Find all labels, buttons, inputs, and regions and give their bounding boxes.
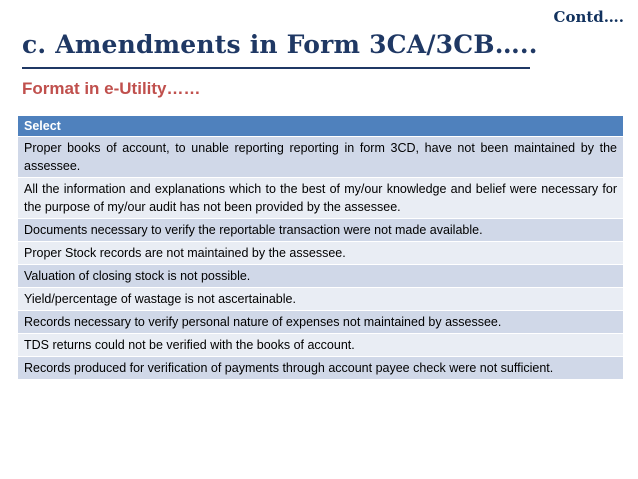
slide-subtitle: Format in e-Utility…… [22, 79, 201, 98]
table-cell: Documents necessary to verify the reportable transaction were not made available. [18, 219, 624, 242]
table-cell: Proper Stock records are not maintained by the assessee. [18, 242, 624, 265]
table-cell: Proper books of account, to unable reporting reporting in form 3CD, have not been maintained by the assessee. [18, 137, 624, 178]
table-row [18, 219, 624, 242]
table-cell: Records produced for verification of payments through account payee check were not sufficient. [18, 357, 624, 380]
table-cell: Yield/percentage of wastage is not ascertainable. [18, 288, 624, 311]
table-header-select: Select [18, 116, 624, 137]
table-row [18, 334, 624, 357]
table-row [18, 357, 624, 380]
table-cell: All the information and explanations which to the best of my/our knowledge and belief were necessary for the purpose of my/our audit has not been provided by the assessee. [18, 178, 624, 219]
reasons-table [17, 115, 624, 380]
table-row [18, 242, 624, 265]
continued-label: Contd…. [553, 8, 624, 26]
table-row [18, 137, 624, 178]
slide-title: c. Amendments in Form 3CA/3CB….. [22, 30, 538, 59]
table-header-row [18, 116, 624, 137]
table-cell: TDS returns could not be verified with the books of account. [18, 334, 624, 357]
table-row [18, 178, 624, 219]
title-underline [22, 67, 530, 69]
table-cell: Valuation of closing stock is not possible. [18, 265, 624, 288]
table-cell: Records necessary to verify personal nature of expenses not maintained by assessee. [18, 311, 624, 334]
table-row [18, 288, 624, 311]
table-row [18, 265, 624, 288]
table-row [18, 311, 624, 334]
